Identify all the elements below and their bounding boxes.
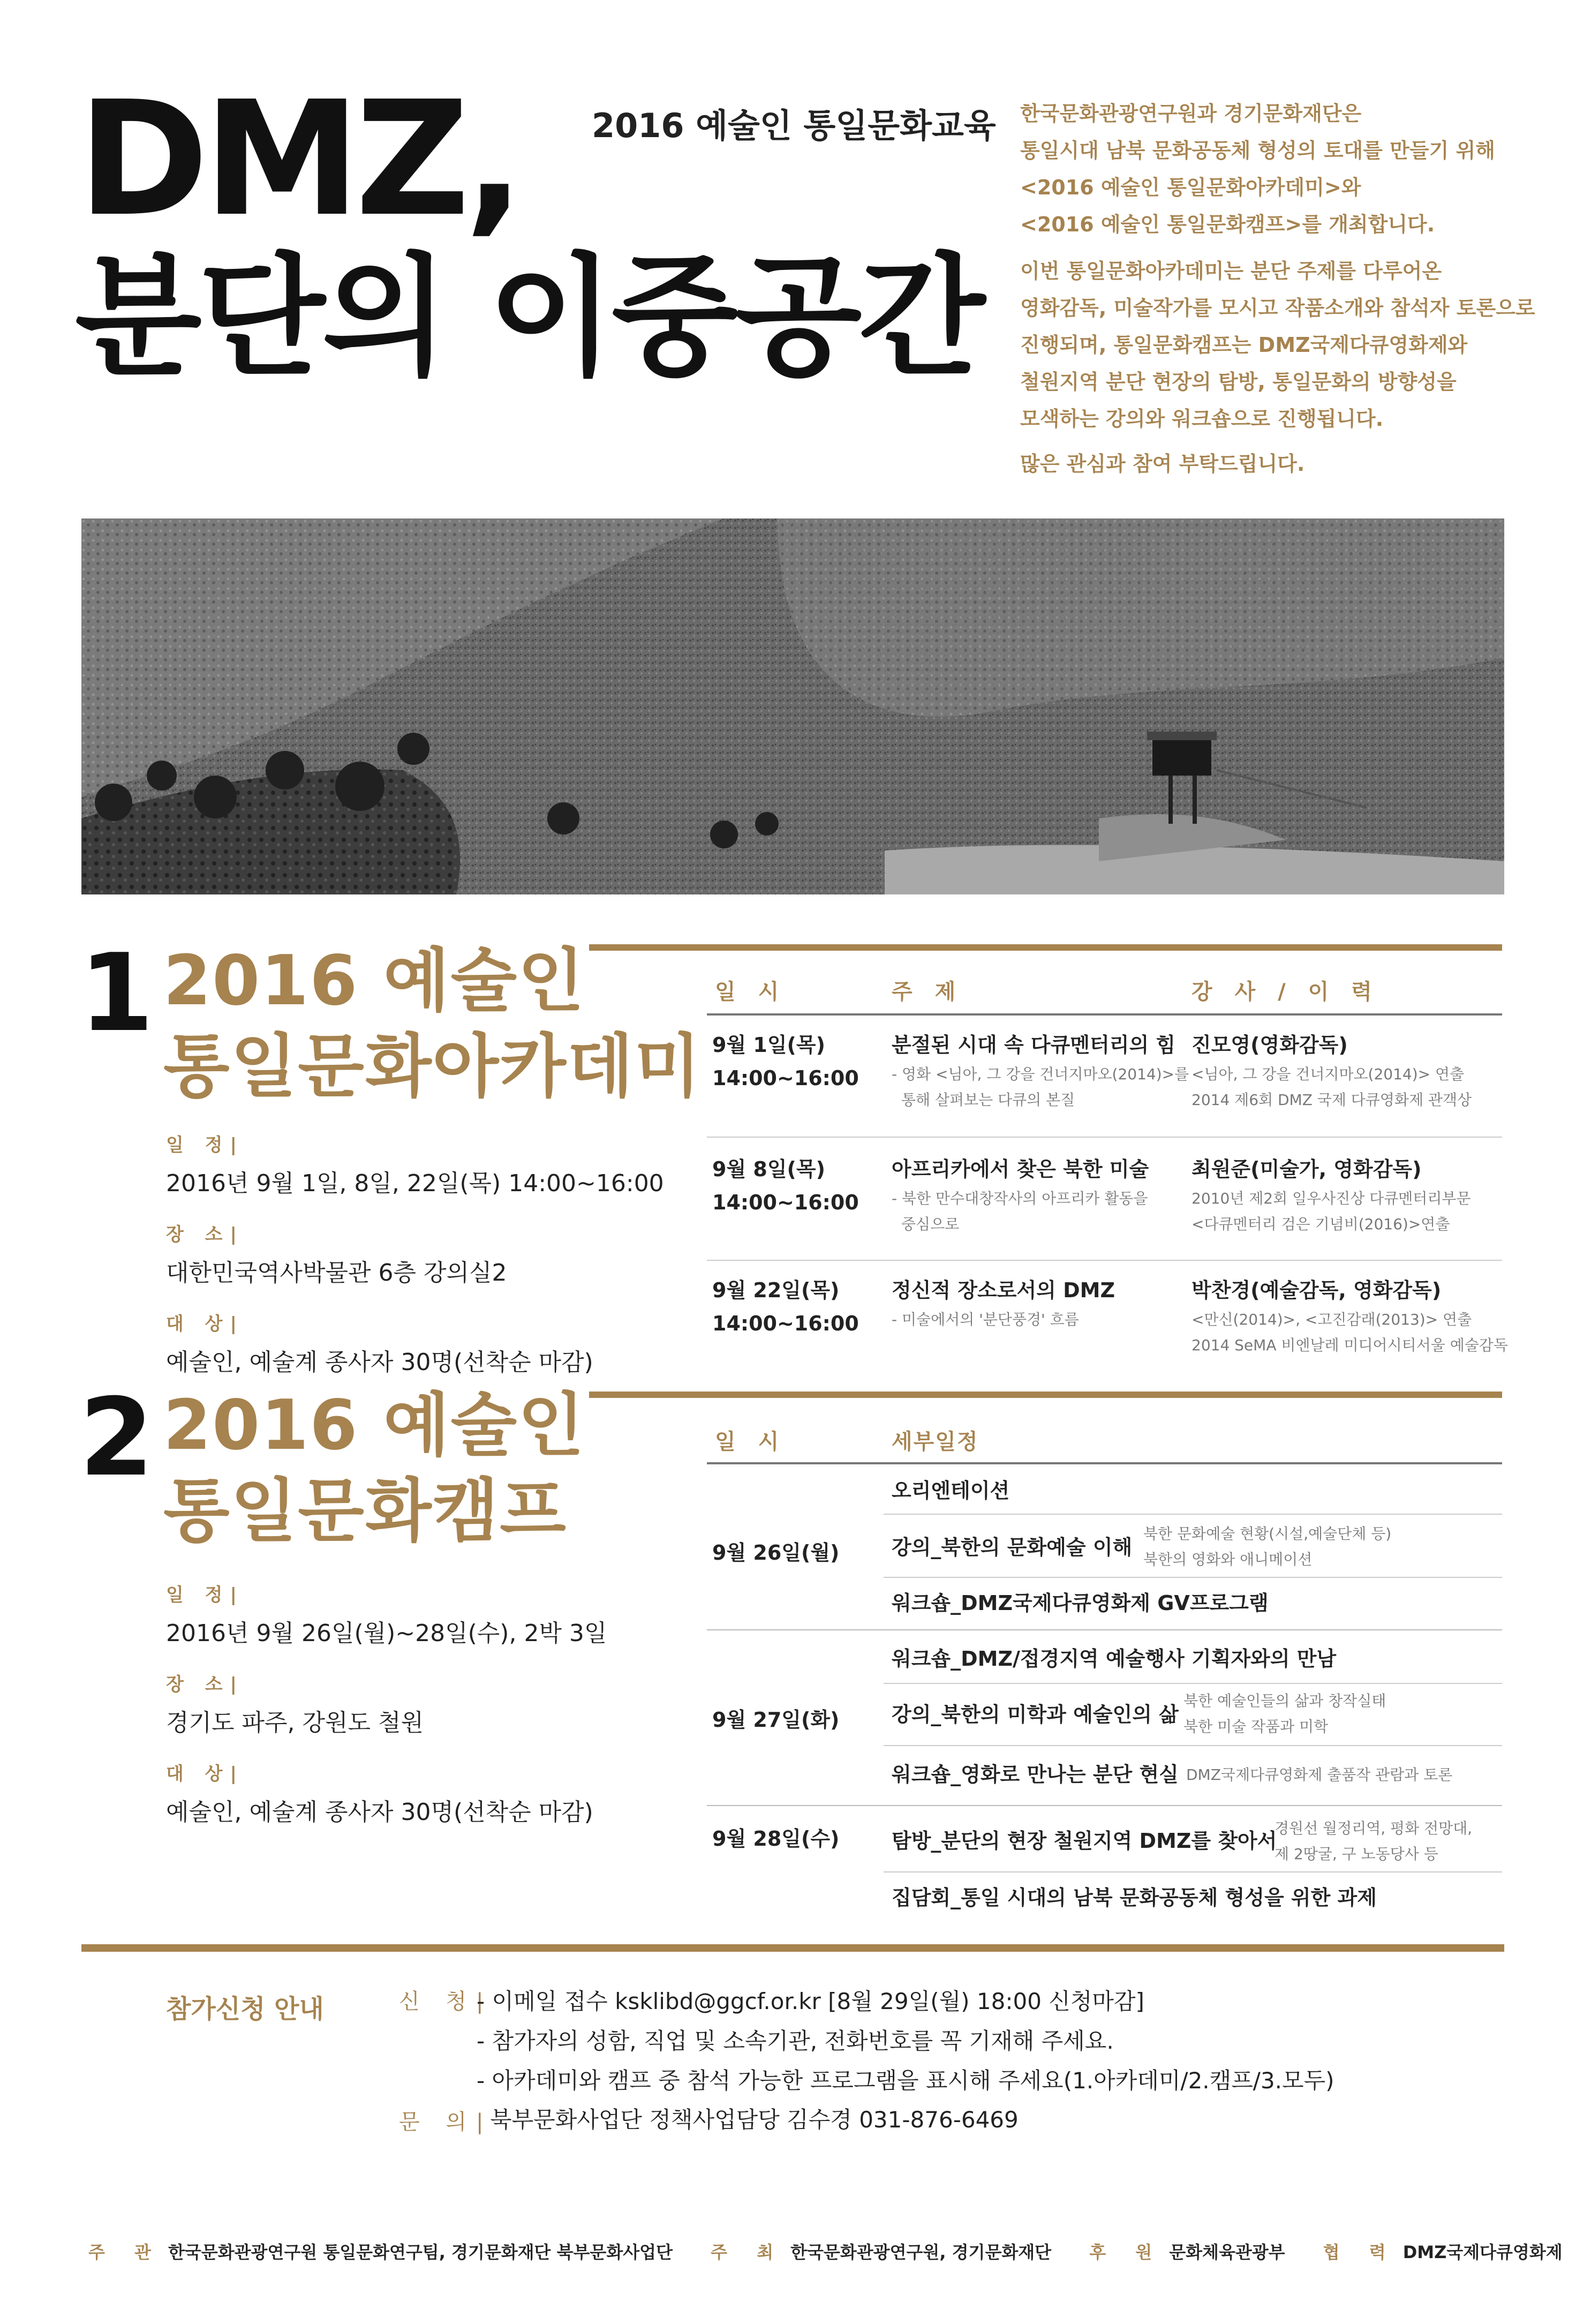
info-value: 경기도 파주, 강원도 철원 <box>166 1709 424 1736</box>
row-divider <box>707 1260 1502 1261</box>
title-main: 분단의 이중공간 <box>75 241 982 394</box>
footer-label: 주 최 <box>711 2242 786 2262</box>
table-row: 9월 22일(목) 14:00~16:00 <box>712 1278 859 1335</box>
intro-paragraph-2: 이번 통일문화아카데미는 분단 주제를 다루어온 영화감독, 미술작가를 모시고 작품소개와 참석자 토론으로 진행되며, 통일문화캠프는 DMZ국제다큐영화제와 철원지역 분단 현장의 탐방, 통일문화의 방향성을 모색하는 강의와 워크숍으로 진행됩니다. <box>1020 259 1535 431</box>
info-value: 예술인, 예술계 종사자 30명(선착순 마감) <box>166 1799 593 1826</box>
schedule-item: 강의_북한의 문화예술 이해 <box>892 1536 1133 1559</box>
table-header-line <box>707 1013 1502 1016</box>
table-header-topic: 주 제 <box>892 980 963 1004</box>
schedule-item: 워크숍_DMZ국제다큐영화제 GV프로그램 <box>892 1591 1269 1615</box>
info-label: 장 소| <box>166 1674 244 1695</box>
table-cell-topic: 분절된 시대 속 다큐멘터리의 힘 - 영화 <님아, 그 강을 건너지마오(2014)>를 통해 살펴보는 다큐의 본질 <box>892 1033 1189 1109</box>
section-1-number: 1 <box>79 931 154 1056</box>
row-divider <box>884 1871 1502 1872</box>
contact-label: 문 의| <box>399 2110 493 2134</box>
section-2-number: 2 <box>79 1375 154 1500</box>
table-cell-lecturer: 박찬경(예술감독, 영화감독) <만신(2014)>, <고진감래(2013)> 연출 2014 SeMA 비엔날레 미디어시티서울 예술감독 <box>1192 1278 1508 1354</box>
row-divider <box>884 1577 1502 1578</box>
title-dmz: DMZ, <box>78 67 519 251</box>
info-value: 2016년 9월 26일(월)~28일(수), 2박 3일 <box>166 1620 607 1647</box>
schedule-item: 오리엔테이션 <box>892 1479 1010 1502</box>
apply-divider-bar <box>81 1944 1504 1952</box>
subtitle: 2016 예술인 통일문화교육 <box>592 106 996 145</box>
footer-label: 주 관 <box>88 2242 163 2262</box>
section-1-title: 2016 예술인 통일문화아카데미 <box>163 941 702 1107</box>
day-date: 9월 28일(수) <box>712 1827 840 1851</box>
apply-title: 참가신청 안내 <box>166 1994 324 2024</box>
table-row: 9월 1일(목) 14:00~16:00 <box>712 1033 859 1090</box>
schedule-item-detail: 경원선 월정리역, 평화 전망대, 제 2땅굴, 구 노동당사 등 <box>1275 1819 1473 1863</box>
info-value: 예술인, 예술계 종사자 30명(선착순 마감) <box>166 1349 593 1376</box>
info-label: 대 상| <box>166 1313 244 1335</box>
footer-label: 협 력 <box>1323 2242 1398 2262</box>
table-cell-topic: 정신적 장소로서의 DMZ - 미술에서의 '분단풍경' 흐름 <box>892 1278 1115 1328</box>
footer-value: 한국문화관광연구원, 경기문화재단 <box>790 2242 1052 2262</box>
info-label: 장 소| <box>166 1224 244 1245</box>
footer-label: 후 원 <box>1089 2242 1164 2262</box>
dmz-landscape-photo <box>81 518 1504 894</box>
schedule-item-detail: 북한 문화예술 현황(시설,예술단체 등) 북한의 영화와 애니메이션 <box>1143 1525 1392 1568</box>
table-cell-topic: 아프리카에서 찾은 북한 미술 - 북한 만수대창작사의 아프리카 활동을 중심으로 <box>892 1157 1149 1233</box>
intro-paragraph-1: 한국문화관광연구원과 경기문화재단은 통일시대 남북 문화공동체 형성의 토대를 만들기 위해 <2016 예술인 통일문화아카데미>와 <2016 예술인 통일문화캠프>를 개최합니다. <box>1020 102 1495 236</box>
schedule-item: 워크숍_영화로 만나는 분단 현실 <box>892 1763 1179 1786</box>
section-2-info <box>166 1580 607 1827</box>
contact-info: 북부문화사업단 정책사업담당 김수경 031-876-6469 <box>490 2107 1019 2133</box>
table-header-schedule: 세부일정 <box>892 1430 979 1454</box>
schedule-item-detail: 북한 예술인들의 삶과 창작실태 북한 미술 작품과 미학 <box>1183 1692 1386 1735</box>
day-date: 9월 26일(월) <box>712 1541 840 1565</box>
schedule-item: 워크숍_DMZ/접경지역 예술행사 기획자와의 만남 <box>892 1647 1337 1671</box>
info-value: 2016년 9월 1일, 8일, 22일(목) 14:00~16:00 <box>166 1170 664 1197</box>
info-value: 대한민국역사박물관 6층 강의실2 <box>166 1259 507 1287</box>
section-2-table-bar <box>589 1392 1502 1398</box>
section-2-title: 2016 예술인 통일문화캠프 <box>163 1386 585 1551</box>
footer-value: 한국문화관광연구원 통일문화연구팀, 경기문화재단 북부문화사업단 <box>168 2242 673 2262</box>
footer-value: DMZ국제다큐영화제 <box>1403 2242 1563 2262</box>
schedule-item: 탐방_분단의 현장 철원지역 DMZ를 찾아서 <box>892 1829 1277 1853</box>
row-divider <box>884 1514 1502 1515</box>
table-cell-lecturer: 최원준(미술가, 영화감독) 2010년 제2회 일우사진상 다큐멘터리부문 <다큐멘터리 검은 기념비(2016)>연출 <box>1192 1157 1471 1233</box>
schedule-item: 집담회_통일 시대의 남북 문화공동체 형성을 위한 과제 <box>892 1886 1377 1909</box>
footer-credits <box>88 2239 1563 2263</box>
table-cell-lecturer: 진모영(영화감독) <님아, 그 강을 건너지마오(2014)> 연출 2014 제6회 DMZ 국제 다큐영화제 관객상 <box>1192 1033 1472 1109</box>
table-header-lecturer: 강 사 / 이 력 <box>1192 980 1379 1004</box>
schedule-item: 강의_북한의 미학과 예술인의 삶 <box>892 1703 1179 1726</box>
schedule-item-detail: DMZ국제다큐영화제 출품작 관람과 토론 <box>1186 1766 1453 1784</box>
table-header-date: 일 시 <box>715 980 787 1004</box>
apply-instructions: - 이메일 접수 ksklibd@ggcf.or.kr [8월 29일(월) 18:00 신청마감] - 참가자의 성함, 직업 및 소속기관, 전화번호를 꼭 기재해 주세요. - 아카데미와 캠프 중 참석 가능한 프로그램을 표시해 주세요(1.아카데미/2.캠프/3.모두) <box>477 1988 1334 2094</box>
table-header-date: 일 시 <box>715 1430 787 1454</box>
row-divider <box>884 1683 1502 1684</box>
table-header-line <box>707 1462 1502 1464</box>
intro-paragraph-3: 많은 관심과 참여 부탁드립니다. <box>1020 452 1305 476</box>
row-divider <box>707 1137 1502 1138</box>
info-label: 일 정| <box>166 1584 244 1606</box>
info-label: 대 상| <box>166 1763 244 1785</box>
section-1-table-bar <box>589 944 1502 951</box>
footer-value: 문화체육관광부 <box>1169 2242 1285 2262</box>
apply-label: 신 청| <box>399 1989 493 2014</box>
day-divider <box>707 1629 1502 1630</box>
info-label: 일 정| <box>166 1134 244 1156</box>
day-divider <box>707 1805 1502 1806</box>
day-date: 9월 27일(화) <box>712 1708 840 1732</box>
section-1-info <box>166 1130 664 1377</box>
row-divider <box>884 1745 1502 1746</box>
table-row: 9월 8일(목) 14:00~16:00 <box>712 1157 859 1214</box>
